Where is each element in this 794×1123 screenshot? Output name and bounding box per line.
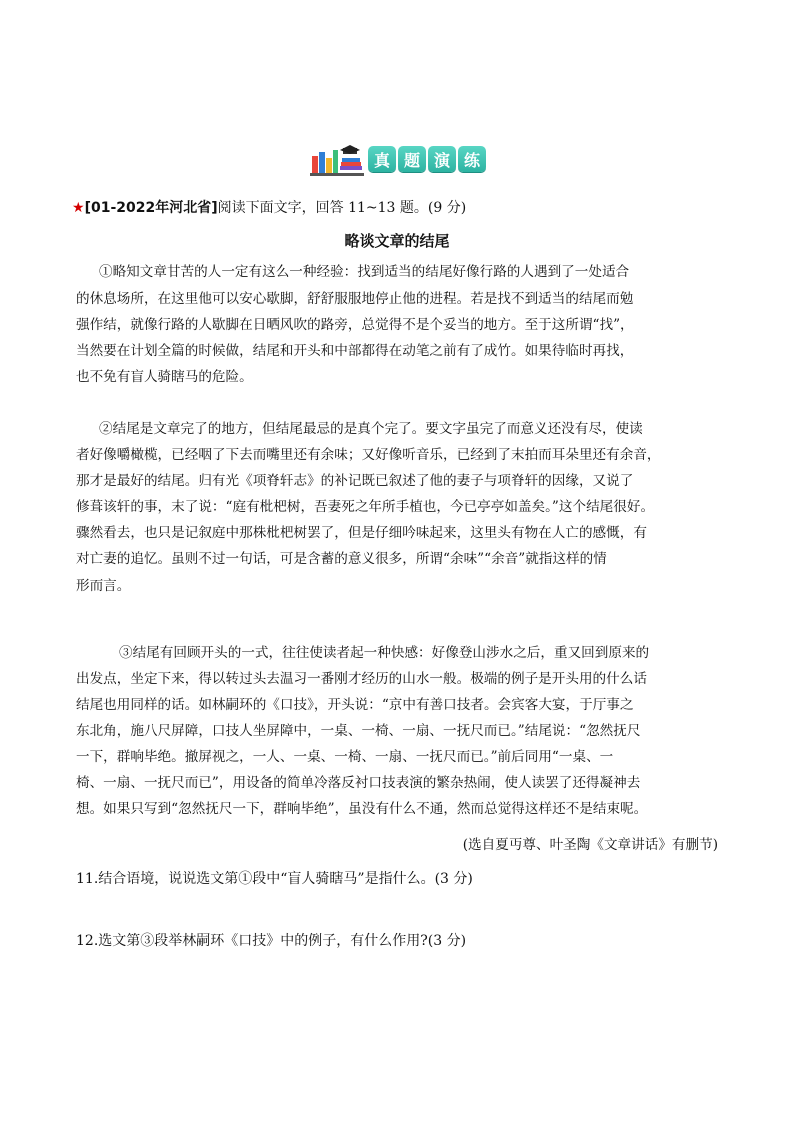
text-line: 修葺该轩的事，末了说：“庭有枇杷树，吾妻死之年所手植也，今已亭亭如盖矣。”这个结尾很好。: [76, 499, 655, 515]
instruction: 阅读下面文字，回答 11~13 题。(9 分): [217, 200, 467, 216]
section-banner: [310, 142, 482, 176]
banner-char: 真: [368, 146, 396, 172]
text-line: 也不免有盲人骑瞎马的危险。: [76, 369, 253, 385]
question-header: [72, 198, 466, 218]
text-line: 当然要在计划全篇的时候做，结尾和开头和中部都得在动笔之前有了成竹。如果待临时再找，: [76, 343, 634, 359]
source-note: (选自夏丏尊、叶圣陶《文章讲话》有删节): [462, 837, 718, 853]
text-line: ①略知文章甘苦的人一定有这么一种经验：找到适当的结尾好像行路的人遇到了一处适合: [99, 264, 630, 280]
text-line: 的休息场所，在这里他可以安心歇脚，舒舒服服地停止他的进程。若是找不到适当的结尾而勉: [76, 291, 634, 307]
text-line: 东北角，施八尺屏障，口技人坐屏障中，一桌、一椅、一扇、一抚尺而已。”结尾说：“忽然抚尺: [76, 723, 641, 739]
banner-char: 练: [458, 146, 486, 172]
text-line: 骤然看去，也只是记叙庭中那株枇杷树罢了，但是仔细吟味起来，这里头有物在人亡的感慨，有: [76, 525, 647, 541]
books-icon: [310, 142, 364, 176]
text-line: 强作结，就像行路的人歇脚在日晒风吹的路旁，总觉得不是个妥当的地方。至于这所谓“找”，: [76, 317, 634, 333]
question-12: 12.选文第③段举林嗣环《口技》中的例子，有什么作用?(3 分): [76, 933, 467, 949]
banner-char: 演: [428, 146, 456, 172]
text-line: 一下，群响毕绝。撤屏视之，一人、一桌、一椅、一扇、一抚尺而已。”前后同用“一桌、一: [76, 749, 614, 765]
banner-char: 题: [398, 146, 426, 172]
text-line: 出发点，坐定下来，得以转过头去温习一番刚才经历的山水一般。极端的例子是开头用的什么话: [76, 671, 647, 687]
article-title: 略谈文章的结尾: [344, 232, 450, 250]
text-line: 对亡妻的追忆。虽则不过一句话，可是含蓄的意义很多，所谓“余味”“余音”就指这样的情: [76, 551, 607, 567]
text-line: ②结尾是文章完了的地方，但结尾最忌的是真个完了。要文字虽完了而意义还没有尽，使读: [99, 421, 643, 437]
text-line: 者好像嚼橄榄，已经咽了下去而嘴里还有余味；又好像听音乐，已经到了末拍而耳朵里还有余音，: [76, 447, 661, 463]
source-tag: [01-2022年河北省]: [84, 200, 218, 216]
text-line: 椅、一扇、一抚尺而已”，用设备的简单冷落反衬口技表演的繁杂热闹，使人读罢了还得凝神去: [76, 775, 641, 791]
text-line: 形而言。: [76, 578, 131, 594]
text-line: ③结尾有回顾开头的一式，往往使读者起一种快感：好像登山涉水之后，重又回到原来的: [119, 645, 650, 661]
text-line: 那才是最好的结尾。归有光《项脊轩志》的补记既已叙述了他的妻子与项脊轩的因缘，又说了: [76, 473, 634, 489]
star-icon: ★: [72, 200, 85, 216]
text-line: 想。如果只写到“忽然抚尺一下，群响毕绝”，虽没有什么不通，然而总觉得这样还不是结束呢。: [76, 801, 648, 817]
text-line: 结尾也用同样的话。如林嗣环的《口技》，开头说：“京中有善口技者。会宾客大宴，于厅事之: [76, 697, 634, 713]
question-11: 11.结合语境，说说选文第①段中“盲人骑瞎马”是指什么。(3 分): [76, 871, 473, 887]
